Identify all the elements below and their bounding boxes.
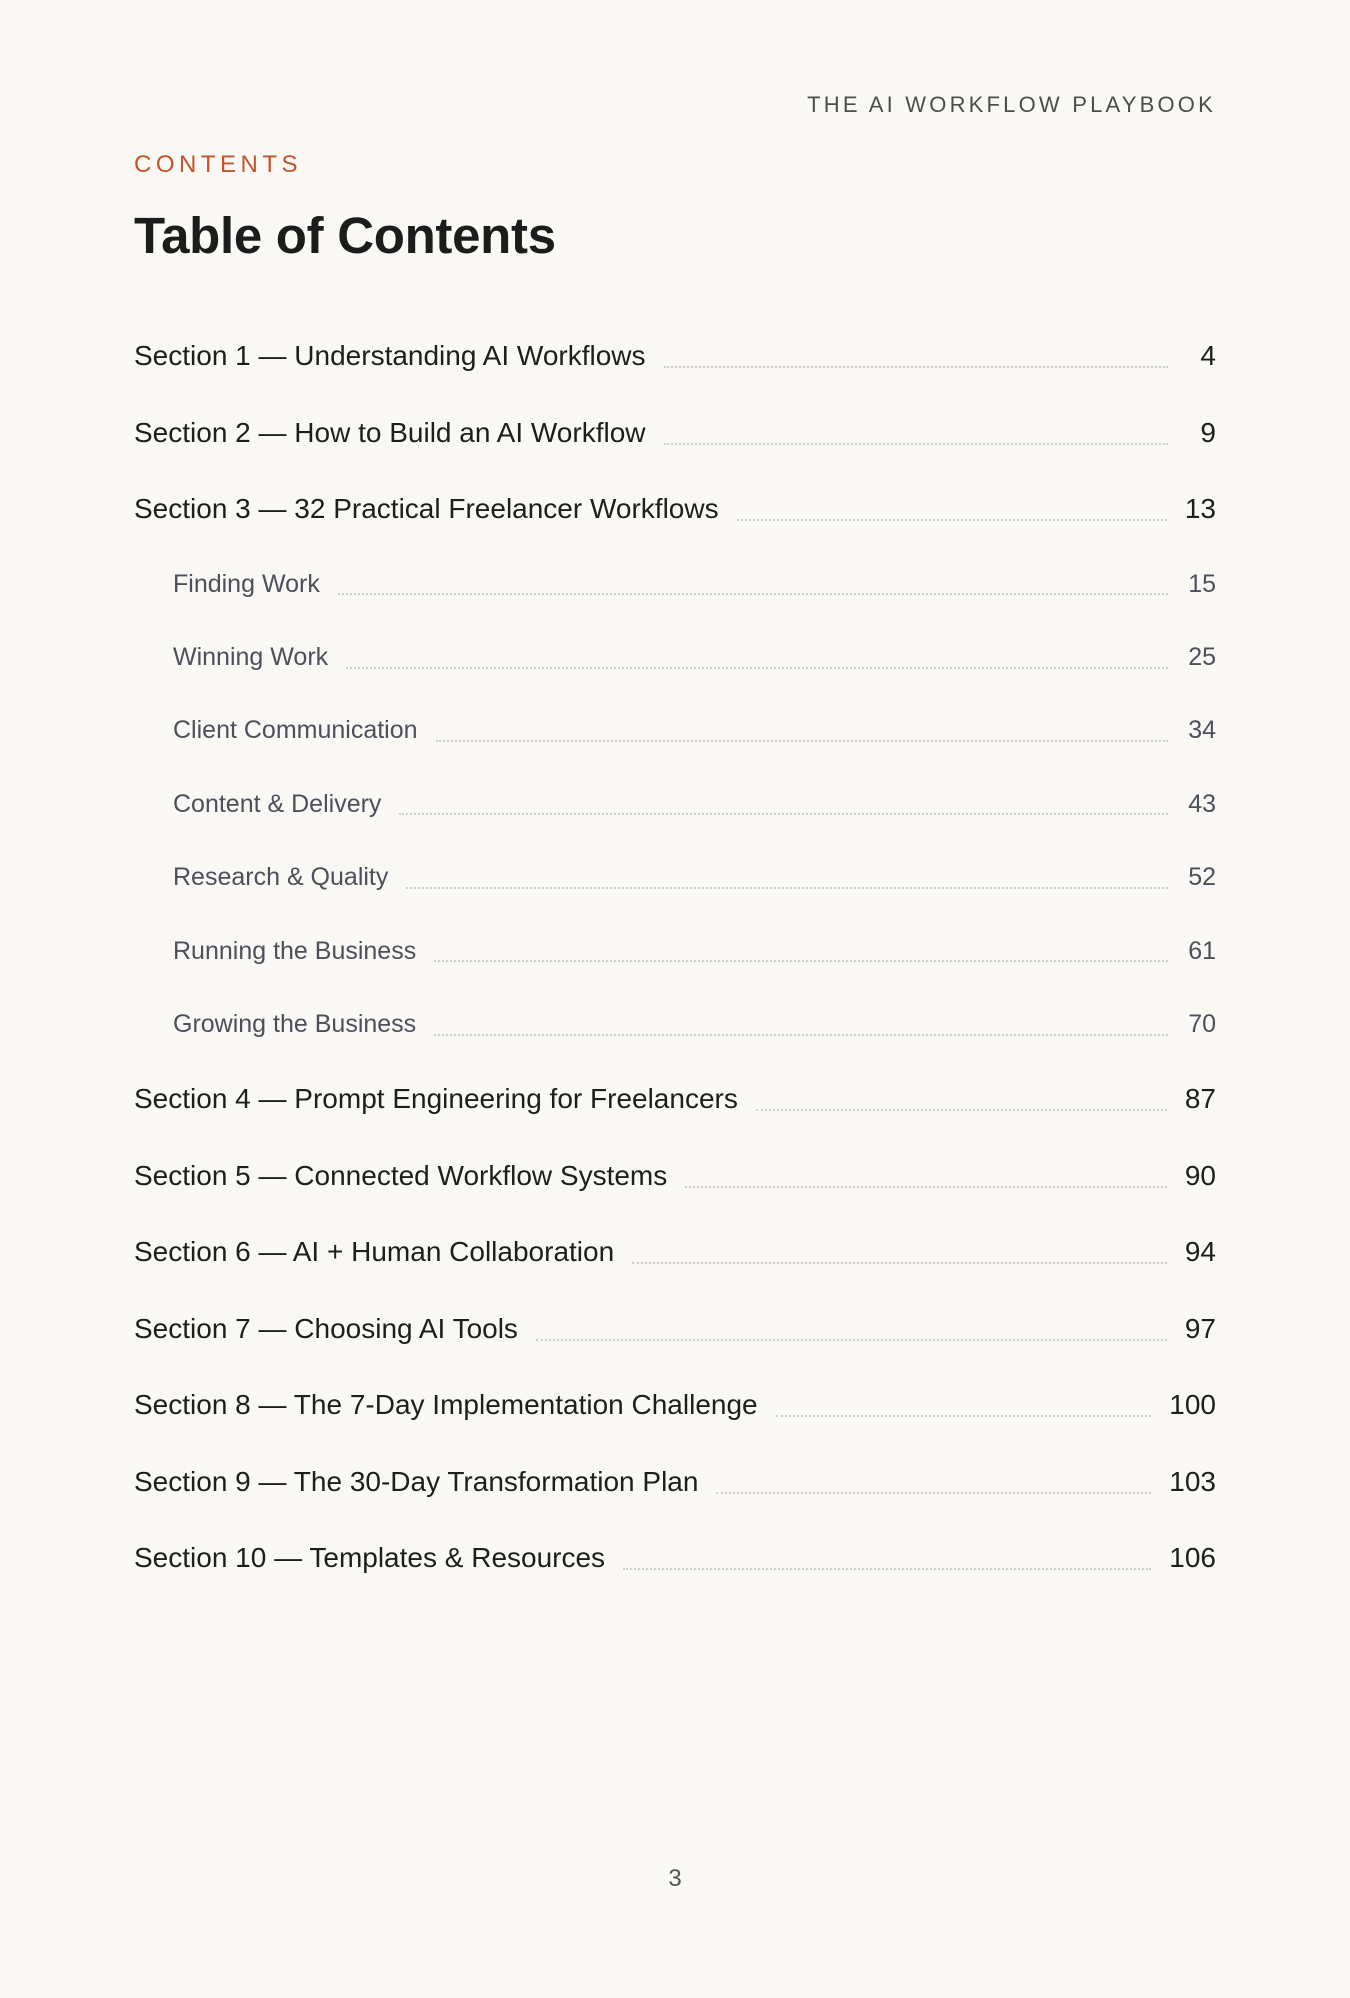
toc-entry-page: 87 (1184, 1083, 1216, 1115)
toc-entry-page: 4 (1200, 340, 1216, 372)
toc-subentry-label: Content & Delivery (173, 789, 382, 818)
dot-leader (346, 667, 1168, 669)
toc-subentry-page: 15 (1188, 569, 1216, 598)
toc-subentry-research-quality[interactable] (134, 841, 1216, 914)
dot-leader (756, 1109, 1167, 1111)
toc-subentry-label: Winning Work (173, 643, 329, 672)
toc-entry-page: 97 (1184, 1312, 1216, 1344)
toc-subentry-page: 34 (1188, 716, 1216, 745)
dot-leader (434, 960, 1168, 962)
toc-entry-label: Section 5 — Connected Workflow Systems (134, 1159, 668, 1191)
toc-entry-section-7[interactable] (134, 1291, 1216, 1368)
dot-leader (434, 1034, 1168, 1036)
toc-entry-section-2[interactable] (134, 395, 1216, 472)
toc-entry-label: Section 2 — How to Build an AI Workflow (134, 416, 646, 448)
dot-leader (776, 1415, 1152, 1417)
toc-subentry-label: Running the Business (173, 936, 417, 965)
toc-entry-label: Section 4 — Prompt Engineering for Freelancers (134, 1083, 738, 1115)
toc-subentry-page: 25 (1188, 643, 1216, 672)
toc-subentry-running-business[interactable] (134, 914, 1216, 987)
toc-subentry-finding-work[interactable] (134, 548, 1216, 621)
toc-entry-label: Section 10 — Templates & Resources (134, 1542, 606, 1574)
toc-subentry-label: Finding Work (173, 569, 320, 598)
toc-entry-label: Section 9 — The 30-Day Transformation Plan (134, 1465, 699, 1497)
document-page (134, 0, 1216, 1998)
page-title: Table of Contents (134, 207, 556, 264)
toc-subentry-page: 61 (1188, 936, 1216, 965)
toc-entry-page: 103 (1169, 1465, 1216, 1497)
dot-leader (737, 519, 1167, 521)
toc-subentry-content-delivery[interactable] (134, 768, 1216, 841)
dot-leader (623, 1568, 1151, 1570)
table-of-contents (134, 318, 1216, 1597)
toc-subentry-page: 52 (1188, 863, 1216, 892)
toc-subentry-page: 43 (1188, 789, 1216, 818)
dot-leader (664, 366, 1168, 368)
toc-entry-section-10[interactable] (134, 1520, 1216, 1597)
toc-entry-label: Section 8 — The 7-Day Implementation Challenge (134, 1389, 758, 1421)
toc-entry-section-5[interactable] (134, 1138, 1216, 1215)
section-eyebrow: CONTENTS (134, 151, 302, 178)
toc-subentry-growing-business[interactable] (134, 988, 1216, 1061)
toc-entry-page: 94 (1184, 1236, 1216, 1268)
toc-subentry-label: Research & Quality (173, 863, 389, 892)
toc-entry-section-3[interactable] (134, 471, 1216, 548)
toc-entry-section-6[interactable] (134, 1214, 1216, 1291)
toc-entry-label: Section 1 — Understanding AI Workflows (134, 340, 646, 372)
toc-entry-section-4[interactable] (134, 1061, 1216, 1138)
dot-leader (664, 443, 1169, 445)
toc-entry-label: Section 7 — Choosing AI Tools (134, 1312, 518, 1344)
toc-subentry-winning-work[interactable] (134, 621, 1216, 694)
dot-leader (406, 887, 1168, 889)
toc-entry-page: 9 (1200, 416, 1216, 448)
page-number: 3 (668, 1865, 682, 1892)
toc-entry-label: Section 6 — AI + Human Collaboration (134, 1236, 615, 1268)
dot-leader (685, 1186, 1167, 1188)
toc-entry-section-1[interactable] (134, 318, 1216, 395)
toc-entry-section-9[interactable] (134, 1444, 1216, 1521)
toc-subentry-label: Growing the Business (173, 1010, 417, 1039)
toc-entry-page: 106 (1169, 1542, 1216, 1574)
dot-leader (338, 593, 1168, 595)
dot-leader (536, 1339, 1167, 1341)
toc-subentry-client-communication[interactable] (134, 694, 1216, 767)
toc-subentry-page: 70 (1188, 1010, 1216, 1039)
toc-entry-page: 90 (1184, 1159, 1216, 1191)
toc-subentry-label: Client Communication (173, 716, 418, 745)
toc-entry-section-8[interactable] (134, 1367, 1216, 1444)
toc-entry-page: 100 (1169, 1389, 1216, 1421)
dot-leader (716, 1492, 1151, 1494)
toc-entry-label: Section 3 — 32 Practical Freelancer Workflows (134, 493, 719, 525)
dot-leader (399, 813, 1168, 815)
dot-leader (436, 740, 1168, 742)
running-header: THE AI WORKFLOW PLAYBOOK (807, 92, 1216, 117)
dot-leader (632, 1262, 1167, 1264)
toc-entry-page: 13 (1184, 493, 1216, 525)
